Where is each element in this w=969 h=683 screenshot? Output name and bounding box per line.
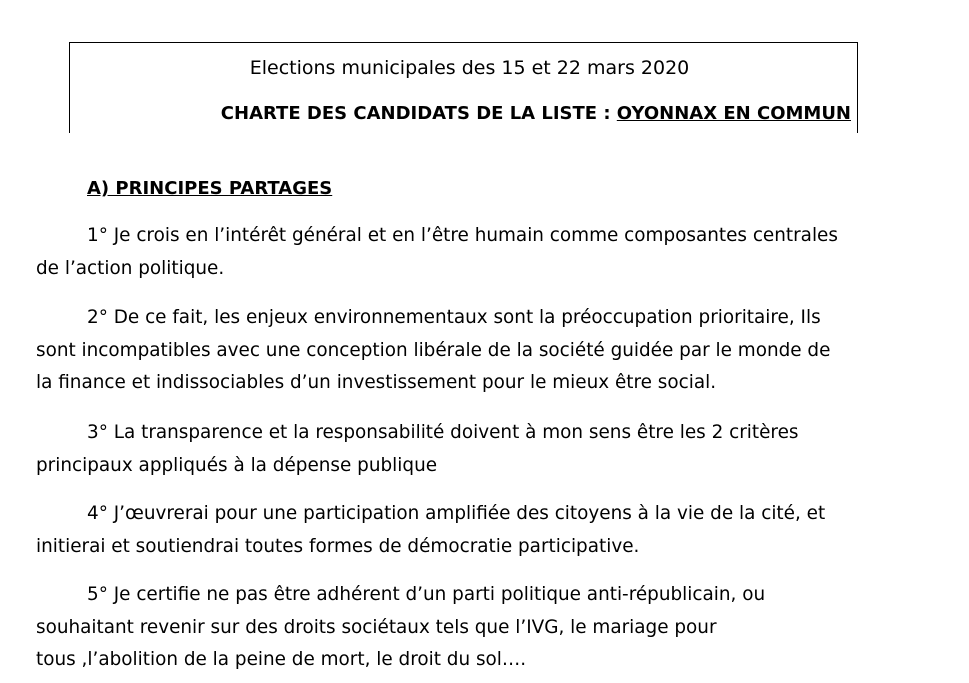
- principle-paragraph-1: [36, 220, 916, 285]
- principle-paragraph-2: [36, 302, 916, 400]
- election-date-line: Elections municipales des 15 et 22 mars 2020: [249, 57, 690, 79]
- principle-paragraph-5: [36, 579, 916, 677]
- paragraph-line: 3° La transparence et la responsabilité doivent à mon sens être les 2 critères: [87, 422, 799, 443]
- charter-title: [221, 103, 851, 124]
- paragraph-line: sont incompatibles avec une conception libérale de la société guidée par le monde de: [36, 339, 831, 361]
- paragraph-line: souhaitant revenir sur des droits sociétaux tels que l’IVG, le mariage pour: [36, 616, 717, 638]
- paragraph-line: initierai et soutiendrai toutes formes de démocratie participative.: [36, 535, 640, 557]
- principle-paragraph-3: [36, 417, 916, 482]
- paragraph-line: de l’action politique.: [36, 257, 225, 279]
- paragraph-line: la finance et indissociables d’un investissement pour le mieux être social.: [36, 372, 717, 393]
- paragraph-line: 1° Je crois en l’intérêt général et en l’être humain comme composantes centrales: [87, 225, 838, 246]
- paragraph-line: 4° J’œuvrerai pour une participation amplifiée des citoyens à la vie de la cité, et: [87, 503, 826, 524]
- document-header-box: [69, 42, 858, 133]
- principle-paragraph-4: [36, 498, 916, 563]
- section-heading-principles: A) PRINCIPES PARTAGES: [87, 178, 333, 199]
- paragraph-line: tous ,l’abolition de la peine de mort, le droit du sol….: [36, 649, 527, 670]
- charter-title-prefix: CHARTE DES CANDIDATS DE LA LISTE :: [220, 103, 617, 124]
- paragraph-line: principaux appliqués à la dépense publique: [36, 454, 438, 476]
- list-name: OYONNAX EN COMMUN: [616, 103, 851, 124]
- paragraph-line: 5° Je certifie ne pas être adhérent d’un parti politique anti-républicain, ou: [87, 584, 766, 605]
- paragraph-line: 2° De ce fait, les enjeux environnementaux sont la préoccupation prioritaire, Ils: [87, 307, 821, 328]
